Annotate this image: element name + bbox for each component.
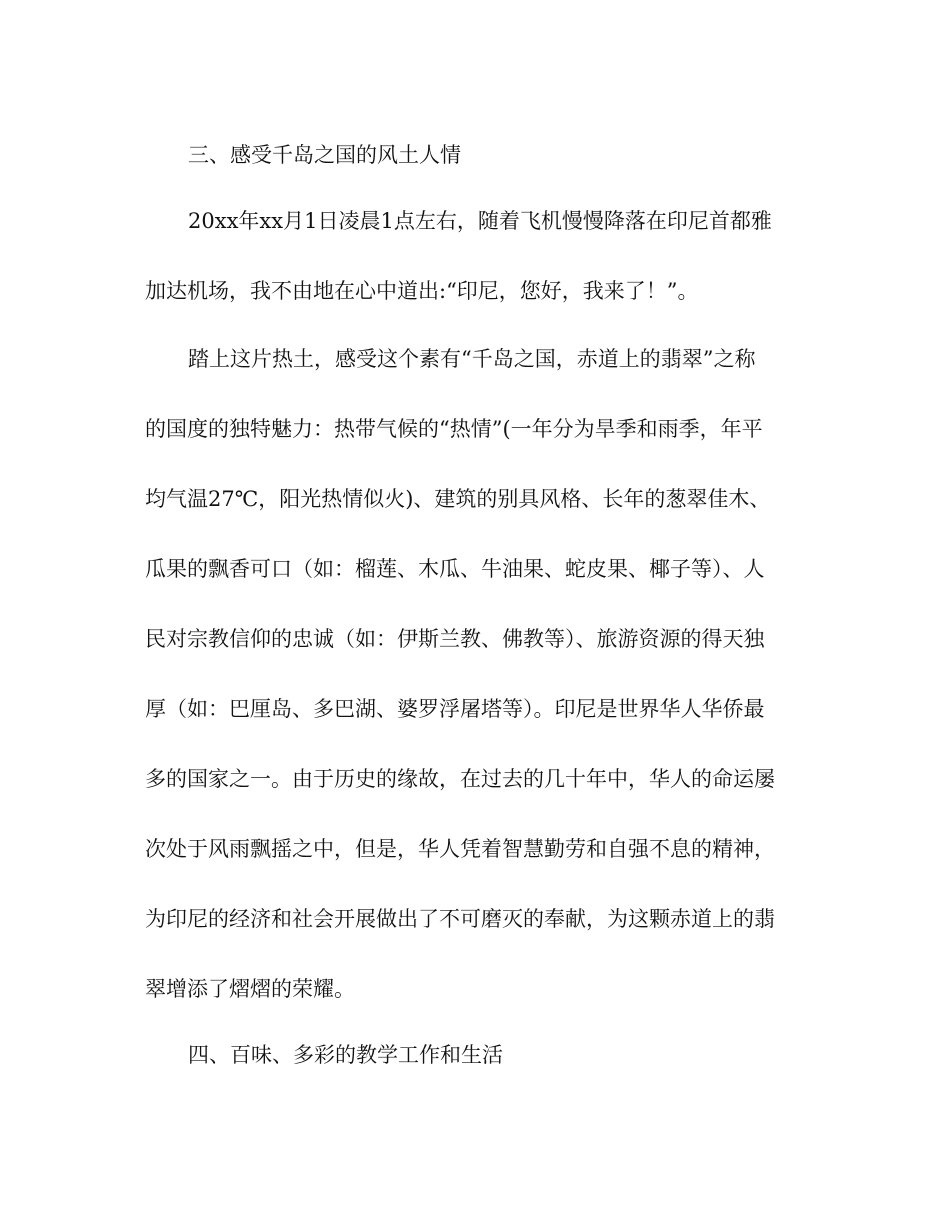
paragraph-line: 多的国家之一。由于历史的缘故，在过去的几十年中，华人的命运屡 xyxy=(145,767,775,791)
section-heading-4: 四、百味、多彩的教学工作和生活 xyxy=(188,1043,503,1067)
paragraph-line: 翠增添了熠熠的荣耀。 xyxy=(145,977,355,1001)
paragraph-line: 加达机场，我不由地在心中道出:“印尼，您好，我来了！”。 xyxy=(145,279,699,303)
paragraph-line: 的国度的独特魅力：热带气候的“热情”(一年分为旱季和雨季，年平 xyxy=(145,417,763,441)
paragraph-line: 次处于风雨飘摇之中，但是，华人凭着智慧勤劳和自强不息的精神， xyxy=(145,837,775,861)
paragraph-line: 民对宗教信仰的忠诚（如：伊斯兰教、佛教等）、旅游资源的得天独 xyxy=(145,627,765,651)
paragraph-line: 踏上这片热土，感受这个素有“千岛之国，赤道上的翡翠”之称 xyxy=(188,347,756,371)
paragraph-line: 厚（如：巴厘岛、多巴湖、婆罗浮屠塔等）。印尼是世界华人华侨最 xyxy=(145,697,765,721)
paragraph-line: 20xx年xx月1日凌晨1点左右，随着飞机慢慢降落在印尼首都雅 xyxy=(188,209,772,233)
paragraph-line: 瓜果的飘香可口（如：榴莲、木瓜、牛油果、蛇皮果、椰子等）、人 xyxy=(145,557,765,581)
section-heading-3: 三、感受千岛之国的风土人情 xyxy=(188,143,461,167)
paragraph-line: 均气温27℃，阳光热情似火)、建筑的别具风格、长年的葱翠佳木、 xyxy=(145,487,771,511)
paragraph-line: 为印尼的经济和社会开展做出了不可磨灭的奉献，为这颗赤道上的翡 xyxy=(145,907,775,931)
